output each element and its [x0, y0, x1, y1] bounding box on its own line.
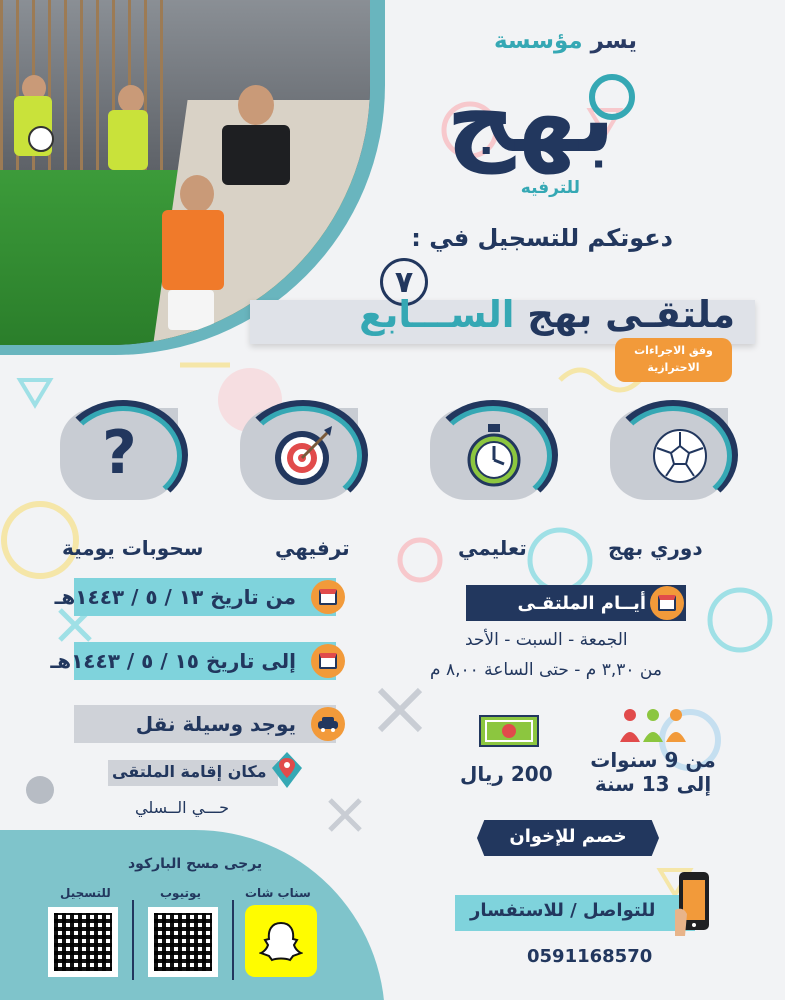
car-icon: [311, 707, 345, 741]
age-range: [588, 748, 718, 796]
presents-line: [494, 28, 637, 54]
qr-heading: يرجى مسح الباركود: [128, 856, 263, 872]
qr-label-register: للتسجيل: [60, 886, 111, 900]
days-list: الجمعة - السبت - الأحد: [465, 630, 628, 650]
feature-card-draws: [60, 408, 178, 500]
target-icon: [272, 424, 336, 488]
discount-text: خصم للإخوان: [509, 826, 627, 847]
register-qr[interactable]: [48, 907, 118, 977]
kid-bib: [162, 210, 224, 290]
transport-text: يوجد وسيلة نقل: [135, 712, 296, 736]
days-title: أيــام الملتقـى: [517, 592, 646, 614]
soccer-ball-icon: [650, 426, 710, 486]
location-value: حـــي الــسلي: [135, 798, 229, 817]
money-icon: [476, 710, 542, 750]
event-title: [359, 293, 735, 336]
qr-label-youtube: يوتيوب: [160, 886, 202, 900]
precautions-badge: وفق الاجراءات الاحترازية: [615, 338, 732, 382]
invite-text: دعوتكم للتسجيل في :: [411, 224, 673, 252]
presents-prefix: يسر: [590, 28, 637, 54]
kid-head: [180, 175, 214, 213]
question-mark-icon: ?: [102, 418, 137, 488]
kids-football-photo: [0, 0, 370, 345]
feature-label-entertainment: ترفيهي: [275, 536, 350, 560]
stopwatch-icon: [464, 422, 524, 488]
transport-pill: [74, 705, 336, 743]
feature-label-league: دوري بهج: [608, 536, 703, 560]
contact-label: للتواصل / للاستفسار: [470, 900, 656, 921]
kid-bib: [108, 110, 148, 170]
presents-highlight: مؤسسة: [493, 28, 583, 54]
age-line-2: إلى 13 سنة: [594, 772, 712, 796]
qr-pattern: [54, 913, 112, 971]
hours-text: من ٣,٣٠ م - حتى الساعة ٨,٠٠ م: [430, 660, 662, 680]
people-icon: [618, 708, 688, 744]
location-pin-icon: [270, 750, 304, 790]
qr-divider: [232, 900, 234, 980]
qr-divider: [132, 900, 134, 980]
qr-label-snapchat: سناب شات: [245, 886, 311, 900]
qr-pattern: [154, 913, 212, 971]
feature-label-draws: سحوبات يومية: [62, 536, 204, 560]
logo-subtitle: للترفيه: [520, 178, 580, 198]
feature-label-educational: تعليمي: [458, 536, 527, 560]
calendar-icon: [311, 580, 345, 614]
date-from-pill: [54, 578, 336, 616]
kid-head: [238, 85, 274, 125]
event-title-main: ملتقـى بهج: [527, 293, 735, 336]
feature-card-educational: [430, 408, 548, 500]
age-line-1: من 9 سنوات: [590, 748, 716, 772]
contact-phone[interactable]: 0591168570: [527, 946, 653, 967]
logo-wordmark: بهج: [446, 62, 615, 174]
snapchat-qr[interactable]: [245, 905, 317, 977]
snapchat-ghost-icon: [259, 919, 303, 963]
calendar-icon: [650, 586, 684, 620]
youtube-qr[interactable]: [148, 907, 218, 977]
kid-head: [118, 85, 144, 113]
ball: [28, 126, 54, 152]
event-title-highlight: الســـابع: [359, 293, 515, 336]
phone-icon: [675, 870, 715, 940]
kid-shorts: [168, 290, 214, 330]
feature-card-entertainment: [240, 408, 358, 500]
car-icon-shape: [317, 716, 339, 732]
calendar-icon: [311, 644, 345, 678]
feature-card-league: [610, 408, 728, 500]
date-from-text: من تاريخ ١٣ / ٥ / ١٤٤٣هـ: [54, 585, 296, 609]
price: 200 ريال: [460, 762, 553, 786]
date-to-text: إلى تاريخ ١٥ / ٥ / ١٤٤٣هـ: [50, 649, 296, 673]
location-label: مكان إقامة الملتقى: [112, 762, 267, 781]
date-to-pill: [50, 642, 336, 680]
edition-numeral: ٧: [380, 258, 428, 306]
kid-bib: [222, 125, 290, 185]
